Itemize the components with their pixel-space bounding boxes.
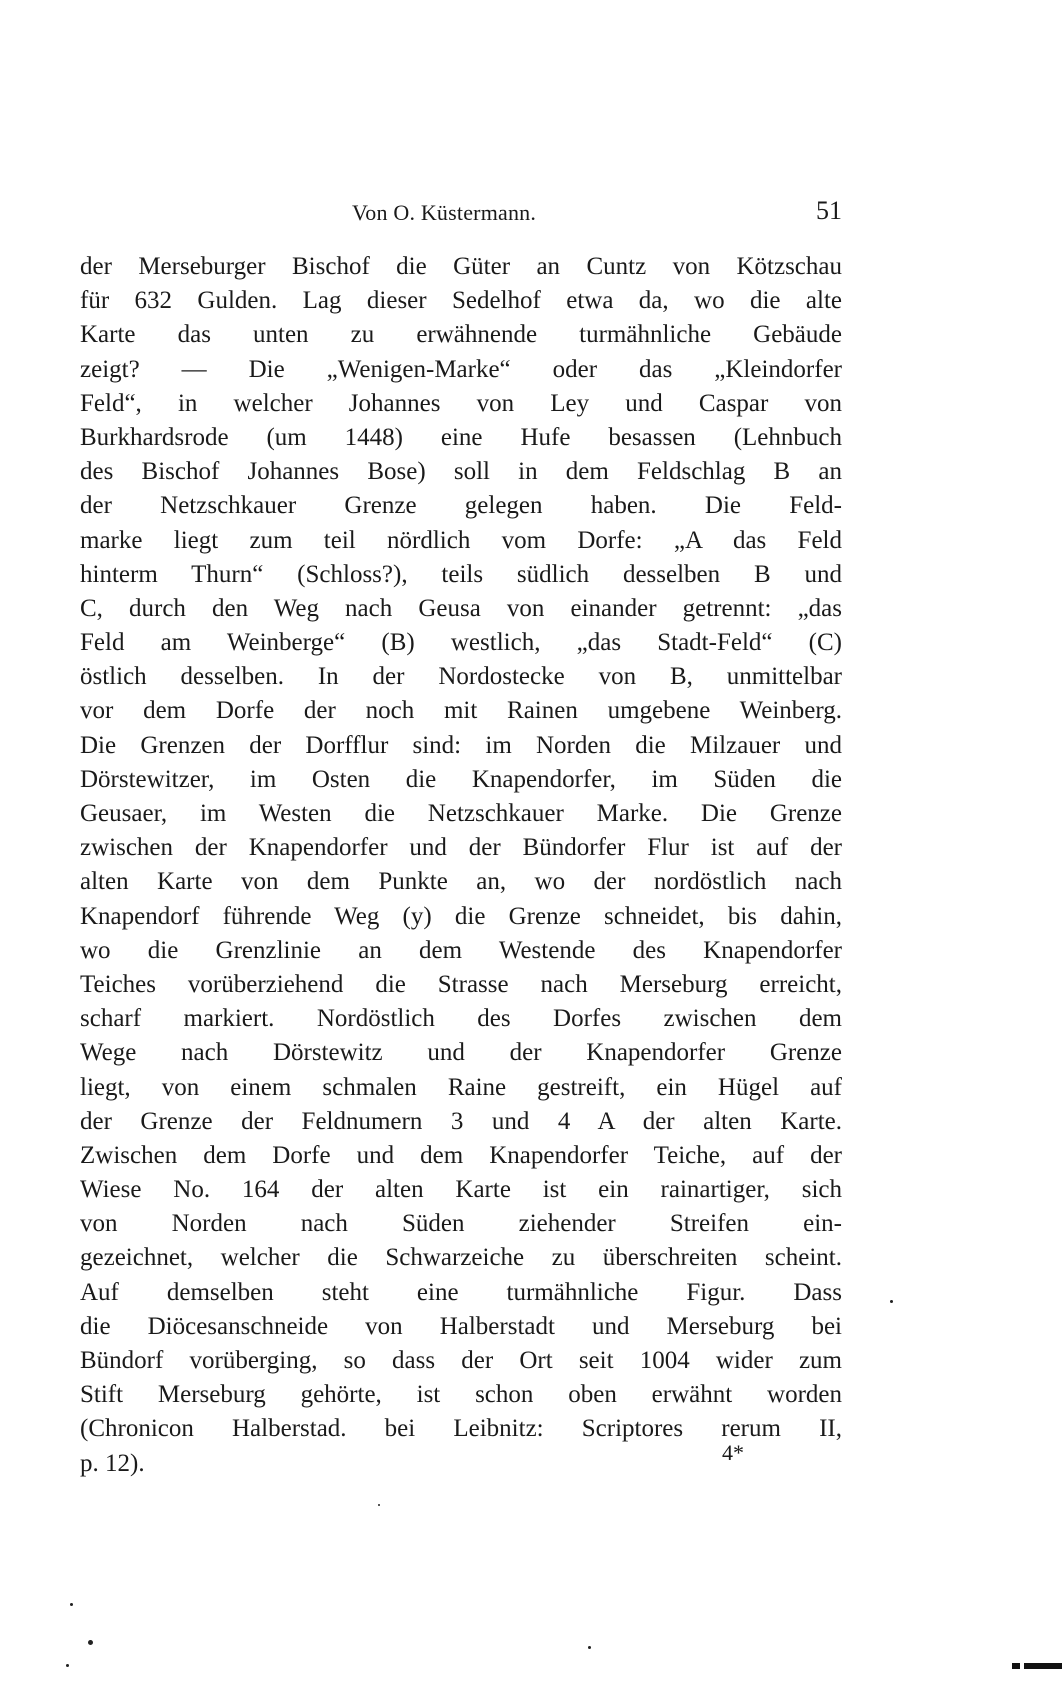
text-line: östlich desselben. In der Nordostecke von B, unmittelbar: [80, 663, 842, 691]
text-line: alten Karte von dem Punkte an, wo der nordöstlich nach: [80, 868, 842, 896]
text-line: vor dem Dorfe der noch mit Rainen umgebene Weinberg.: [80, 697, 842, 725]
text-line: der Netzschkauer Grenze gelegen haben. Die Feld-: [80, 492, 842, 520]
scan-speck: [378, 1504, 380, 1506]
text-line: Feld“, in welcher Johannes von Ley und Caspar von: [80, 389, 842, 417]
text-line: gezeichnet, welcher die Schwarzeiche zu überschreiten scheint.: [80, 1244, 842, 1272]
text-line: Knapendorf führende Weg (y) die Grenze schneidet, bis dahin,: [80, 902, 842, 930]
scan-speck: [890, 1300, 893, 1303]
text-line: hinterm Thurn“ (Schloss?), teils südlich desselben B und: [80, 560, 842, 588]
text-line: zwischen der Knapendorfer und der Bündorfer Flur ist auf der: [80, 834, 842, 862]
scan-speck: [88, 1640, 93, 1645]
text-line: Bündorf vorüberging, so dass der Ort seit 1004 wider zum: [80, 1347, 842, 1374]
text-line: Teiches vorüberziehend die Strasse nach Merseburg erreicht,: [80, 970, 842, 998]
text-line: der Merseburger Bischof die Güter an Cuntz von Kötzschau: [80, 253, 842, 280]
text-line: Auf demselben steht eine turmähnliche Figur. Dass: [80, 1278, 842, 1306]
text-line: Dörstewitzer, im Osten die Knapendorfer, im Süden die: [80, 765, 842, 793]
text-line: Zwischen dem Dorfe und dem Knapendorfer Teiche, auf der: [80, 1141, 842, 1169]
scan-speck: [70, 1603, 73, 1606]
text-line: Die Grenzen der Dorfflur sind: im Norden die Milzauer und: [80, 731, 842, 759]
text-line: liegt, von einem schmalen Raine gestreift, ein Hügel auf: [80, 1073, 842, 1101]
text-line: scharf markiert. Nordöstlich des Dorfes zwischen dem: [80, 1005, 842, 1033]
scan-edge-mark: [1012, 1663, 1020, 1669]
running-head: Von O. Küstermann.: [352, 200, 537, 225]
page-header: [80, 196, 842, 236]
text-line: des Bischof Johannes Bose) soll in dem Feldschlag B an: [80, 458, 842, 486]
text-line: die Diöcesanschneide von Halberstadt und Merseburg bei: [80, 1312, 842, 1340]
body-text: [80, 250, 842, 1481]
text-line: für 632 Gulden. Lag dieser Sedelhof etwa da, wo die alte: [80, 287, 842, 315]
text-line: Karte das unten zu erwähnende turmähnliche Gebäude: [80, 321, 842, 349]
text-line: von Norden nach Süden ziehender Streifen ein-: [80, 1210, 842, 1238]
text-line: Wege nach Dörstewitz und der Knapendorfer Grenze: [80, 1039, 842, 1067]
text-line: der Grenze der Feldnumern 3 und 4 A der alten Karte.: [80, 1107, 842, 1135]
text-line: p. 12).: [80, 1449, 145, 1477]
text-line: Burkhardsrode (um 1448) eine Hufe besassen (Lehnbuch: [80, 423, 842, 451]
text-line: Stift Merseburg gehörte, ist schon oben erwähnt worden: [80, 1381, 842, 1409]
page-number: 51: [816, 196, 842, 225]
scan-edge-mark: [1024, 1663, 1062, 1669]
text-line: zeigt? — Die „Wenigen-Marke“ oder das „Kleindorfer: [80, 355, 842, 383]
text-line: wo die Grenzlinie an dem Westende des Knapendorfer: [80, 936, 842, 964]
text-line: Wiese No. 164 der alten Karte ist ein rainartiger, sich: [80, 1176, 842, 1204]
text-line: (Chronicon Halberstad. bei Leibnitz: Scriptores rerum II,: [80, 1415, 842, 1443]
text-line: C, durch den Weg nach Geusa von einander getrennt: „das: [80, 594, 842, 622]
text-line: Geusaer, im Westen die Netzschkauer Marke. Die Grenze: [80, 800, 842, 827]
scan-speck: [66, 1664, 69, 1667]
scan-speck: [588, 1646, 591, 1649]
text-line: Feld am Weinberge“ (B) westlich, „das Stadt-Feld“ (C): [80, 629, 842, 657]
signature-mark: 4*: [722, 1440, 744, 1465]
text-line: marke liegt zum teil nördlich vom Dorfe: „A das Feld: [80, 526, 842, 554]
